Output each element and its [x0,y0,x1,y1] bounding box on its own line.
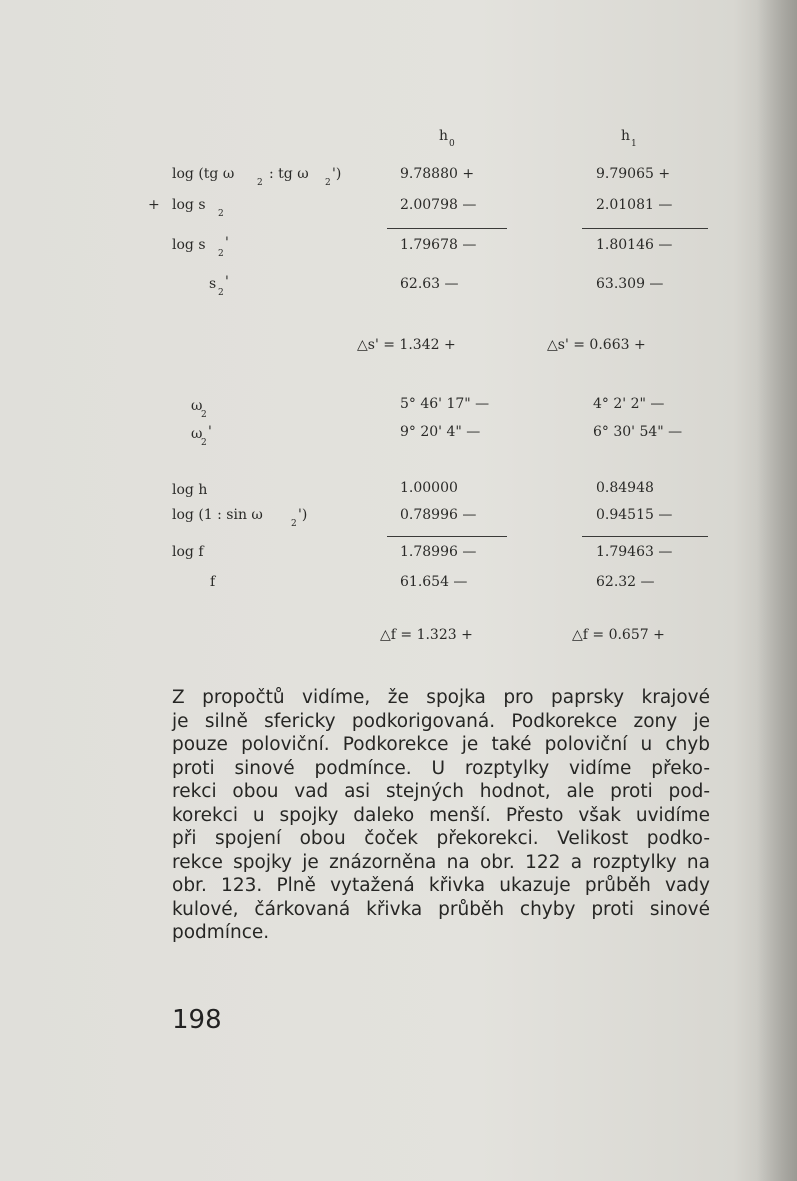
value-h1: 0.84948 [596,480,654,496]
prime: ' [225,274,229,290]
page-gutter-shadow [757,0,797,1181]
paragraph-line: podmínce. [172,922,270,943]
value-h1: 63.309 — [596,276,664,292]
value-h0: 2.00798 — [400,197,477,213]
subscript: 2 [325,178,331,188]
delta-f-h0: △f = 1.323 + [380,627,473,643]
label-f: f [210,574,216,590]
value-h1: 2.01081 — [596,197,673,213]
header-h0: h [439,128,449,144]
value-h0: 1.00000 [400,480,458,496]
subscript: 2 [291,519,297,529]
label-log-inv-sin: log (1 : sin ω [172,507,263,523]
label-s2-prime: s [209,276,217,292]
sum-rule [387,536,507,537]
paragraph-line: kulové, čárkovaná křivka průběh chyby proti sinové [172,898,710,920]
value-h1: 1.79463 — [596,544,673,560]
paragraph-line: korekci u spojky daleko menší. Přesto však uvidíme [172,804,710,826]
value-h0: 1.78996 — [400,544,477,560]
prime: ' [208,424,212,440]
label-log-s2: log s [172,197,206,213]
body-paragraph [172,686,710,945]
value-h0: 5° 46' 17" — [400,396,490,412]
paragraph-line: je silně sfericky podkorigovaná. Podkorekce zony je [172,710,710,732]
value-h0: 0.78996 — [400,507,477,523]
sum-rule [582,536,708,537]
label-omega2: ω [191,398,203,414]
paragraph-line: rekce spojky je znázorněna na obr. 122 a rozptylky na [172,851,710,873]
label-log-h: log h [172,482,208,498]
value-h1: 1.80146 — [596,237,673,253]
label-omega2-prime: ω [191,426,203,442]
value-h1: 62.32 — [596,574,655,590]
label-part: ') [332,166,342,182]
value-h1: 6° 30' 54" — [593,424,683,440]
subscript: 2 [257,178,263,188]
value-h0: 9° 20' 4" — [400,424,481,440]
subscript: 2 [201,410,207,420]
paragraph-line: při spojení obou čoček překorekci. Velikost podko- [172,828,710,849]
value-h1: 0.94515 — [596,507,673,523]
sum-rule [387,228,507,229]
value-h1: 4° 2' 2" — [593,396,665,412]
prime: ' [225,235,229,251]
value-h1: 9.79065 + [596,166,671,182]
subscript: 2 [201,438,207,448]
page-number: 198 [172,1005,222,1035]
paragraph-line: pouze poloviční. Podkorekce je také poloviční u chyb [172,734,710,755]
label-log-tg-ratio: log (tg ω [172,166,235,182]
subscript: 2 [218,209,224,219]
header-h0-sub: 0 [449,139,455,149]
paragraph-line: rekci obou vad asi stejných hodnot, ale proti pod- [172,781,710,802]
value-h0: 61.654 — [400,574,468,590]
subscript: 2 [218,249,224,259]
delta-f-h1: △f = 0.657 + [572,627,665,643]
subscript: 2 [218,288,224,298]
paragraph-line: proti sinové podmínce. U rozptylky vidíme překo- [172,757,710,779]
label-log-s2-prime: log s [172,237,206,253]
header-h1-sub: 1 [631,139,637,149]
label-part: : tg ω [269,166,309,182]
plus-sign: + [148,197,160,213]
delta-s-h0: △s' = 1.342 + [357,337,456,353]
header-h1: h [621,128,631,144]
value-h0: 9.78880 + [400,166,475,182]
label-log-f: log f [172,544,204,560]
sum-rule [582,228,708,229]
paragraph-line: Z propočtů vidíme, že spojka pro paprsky krajové [172,687,710,708]
delta-s-h1: △s' = 0.663 + [547,337,646,353]
value-h0: 62.63 — [400,276,459,292]
label-part: ') [298,507,308,523]
paragraph-line: obr. 123. Plně vytažená křivka ukazuje průběh vady [172,875,710,896]
value-h0: 1.79678 — [400,237,477,253]
